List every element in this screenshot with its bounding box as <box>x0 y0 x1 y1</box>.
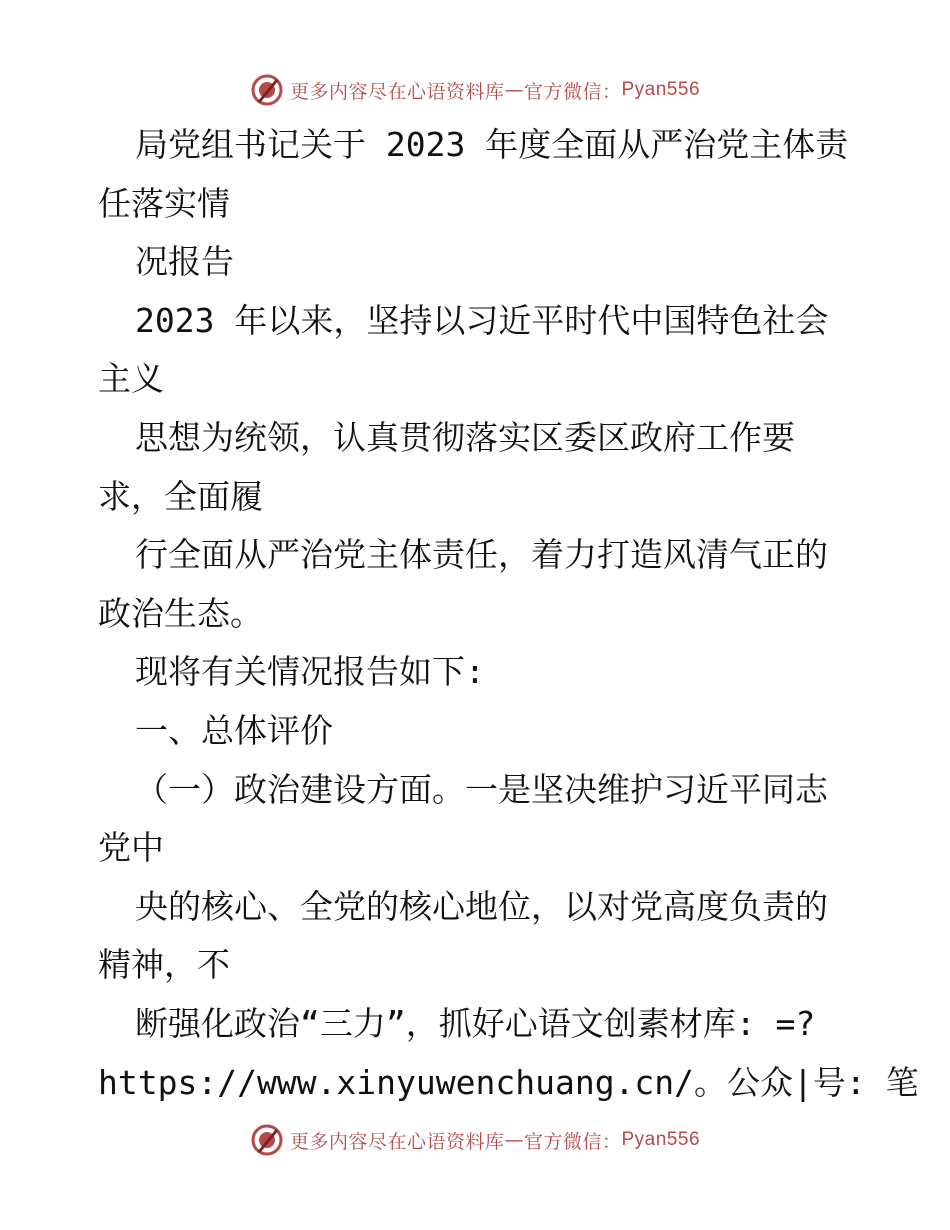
text-line: 党中 <box>98 828 164 868</box>
text-line: 一、总体评价 <box>135 711 333 750</box>
watermark-wechat-label: 官方微信： <box>523 80 622 103</box>
watermark-header <box>0 70 950 110</box>
quill-seal-icon <box>250 1123 284 1157</box>
text-line: 求，全面履 <box>98 476 263 516</box>
text-line: 政治生态。 <box>98 593 263 633</box>
text-line: 精神，不 <box>98 945 230 985</box>
text-line: 央的核心、全党的核心地位，以对党高度负责的 <box>135 886 828 926</box>
text-line: 行全面从严治党主体责任，着力打造风清气正的 <box>135 535 828 575</box>
text-line: 2023 年以来，坚持以习近平时代中国特色社会 <box>135 300 829 340</box>
text-line: 现将有关情况报告如下: <box>135 652 485 692</box>
watermark-dash: — <box>504 1129 524 1151</box>
watermark-dash: — <box>504 79 524 101</box>
text-line: 况报告 <box>135 242 234 282</box>
text-line: 主义 <box>98 359 164 399</box>
watermark-wechat-id: Pyan556 <box>621 79 701 100</box>
quill-seal-icon <box>250 73 284 107</box>
text-line: 断强化政治“三力”，抓好心语文创素材库: =? <box>135 1004 816 1043</box>
watermark-main-text: 更多内容尽在心语资料库 <box>289 1130 505 1153</box>
text-line: 任落实情 <box>98 183 230 223</box>
text-line: 局党组书记关于 2023 年度全面从严治党主体责 <box>135 125 849 164</box>
text-line: （一）政治建设方面。一是坚决维护习近平同志 <box>135 769 828 809</box>
watermark-footer <box>0 1120 950 1160</box>
watermark-wechat-label: 官方微信： <box>523 1130 622 1153</box>
text-line: https://www.xinyuwenchuang.cn/。公众|号: 笔 <box>98 1062 919 1102</box>
watermark-wechat-id: Pyan556 <box>621 1129 701 1150</box>
text-line: 思想为统领，认真贯彻落实区委区政府工作要 <box>135 418 795 457</box>
watermark-main-text: 更多内容尽在心语资料库 <box>289 80 505 103</box>
